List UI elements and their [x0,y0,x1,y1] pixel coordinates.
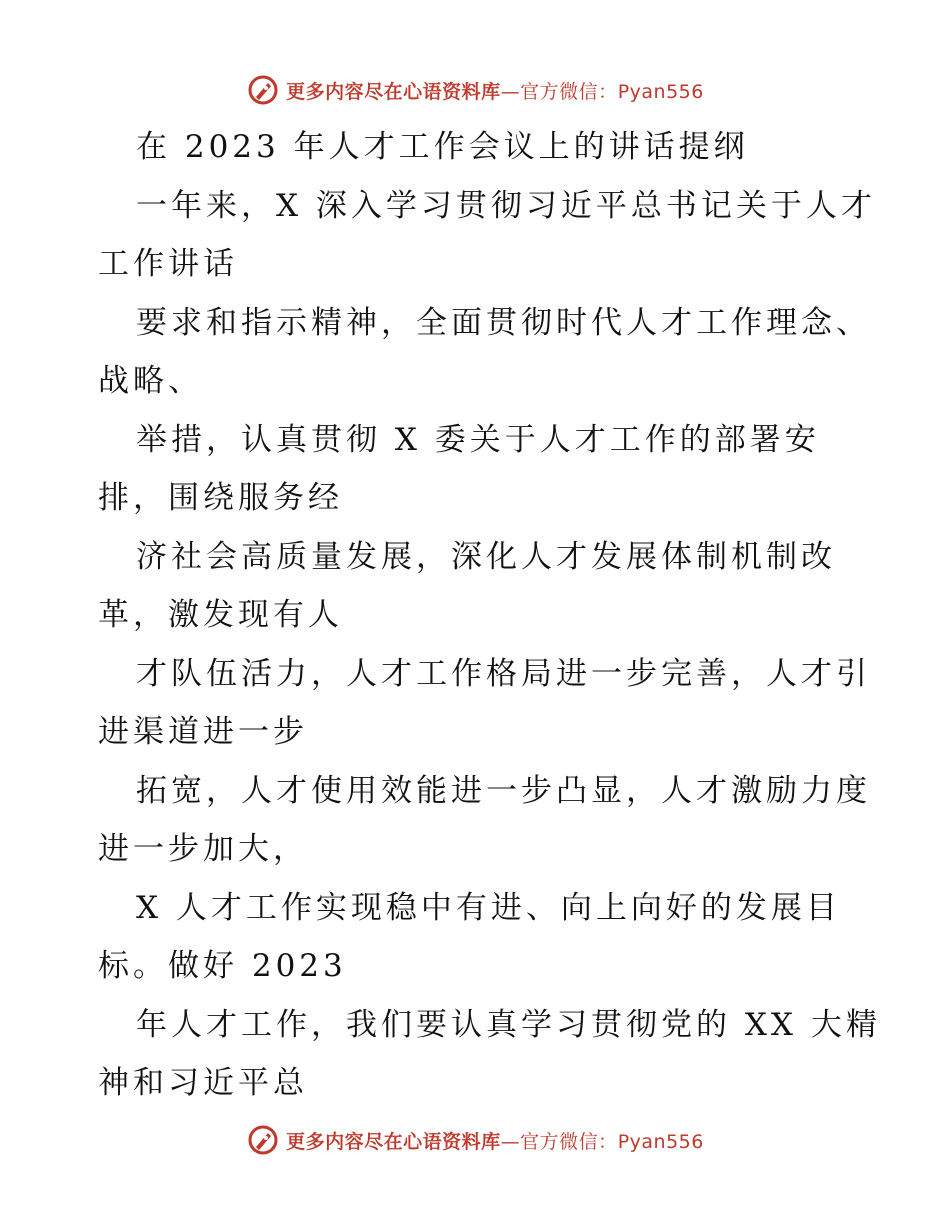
pen-nib-logo-icon [246,1123,280,1157]
text-line: 工作讲话 [98,246,238,282]
watermark-text [286,77,704,104]
watermark-wechat-id: Pyan556 [617,1130,704,1153]
watermark-text [286,1127,704,1154]
text-line: 排，围绕服务经 [98,480,343,516]
footer-watermark [0,1120,950,1160]
text-line: 进一步加大， [98,831,308,867]
watermark-separator: — [500,1130,521,1153]
text-line: 进渠道进一步 [98,714,308,750]
text-line: X 人才工作实现稳中有进、向上向好的发展目 [136,889,841,926]
text-line: 标。做好 2023 [98,948,347,984]
text-line: 神和习近平总 [98,1065,308,1101]
watermark-wechat-label: 官方微信： [520,80,618,103]
watermark-brand: 更多内容尽在心语资料库 [286,80,501,103]
text-line: 革，激发现有人 [98,597,343,633]
text-line: 才队伍活力，人才工作格局进一步完善，人才引 [136,655,871,692]
watermark-brand: 更多内容尽在心语资料库 [286,1130,501,1153]
watermark-wechat-id: Pyan556 [617,80,704,103]
text-line: 一年来，X 深入学习贯彻习近平总书记关于人才 [136,187,876,224]
watermark-wechat-label: 官方微信： [520,1130,618,1153]
document-body [98,118,881,1113]
text-line: 在 2023 年人才工作会议上的讲话提纲 [136,129,749,165]
text-line: 战略、 [98,363,203,399]
text-line: 济社会高质量发展，深化人才发展体制机制改 [136,538,836,575]
text-line: 要求和指示精神，全面贯彻时代人才工作理念、 [136,304,871,341]
text-line: 拓宽，人才使用效能进一步凸显，人才激励力度 [136,772,871,809]
pen-nib-logo-icon [246,73,280,107]
text-line: 年人才工作，我们要认真学习贯彻党的 XX 大精 [136,1006,881,1043]
watermark-separator: — [500,80,521,103]
header-watermark [0,70,950,110]
text-line: 举措，认真贯彻 X 委关于人才工作的部署安 [136,421,820,458]
